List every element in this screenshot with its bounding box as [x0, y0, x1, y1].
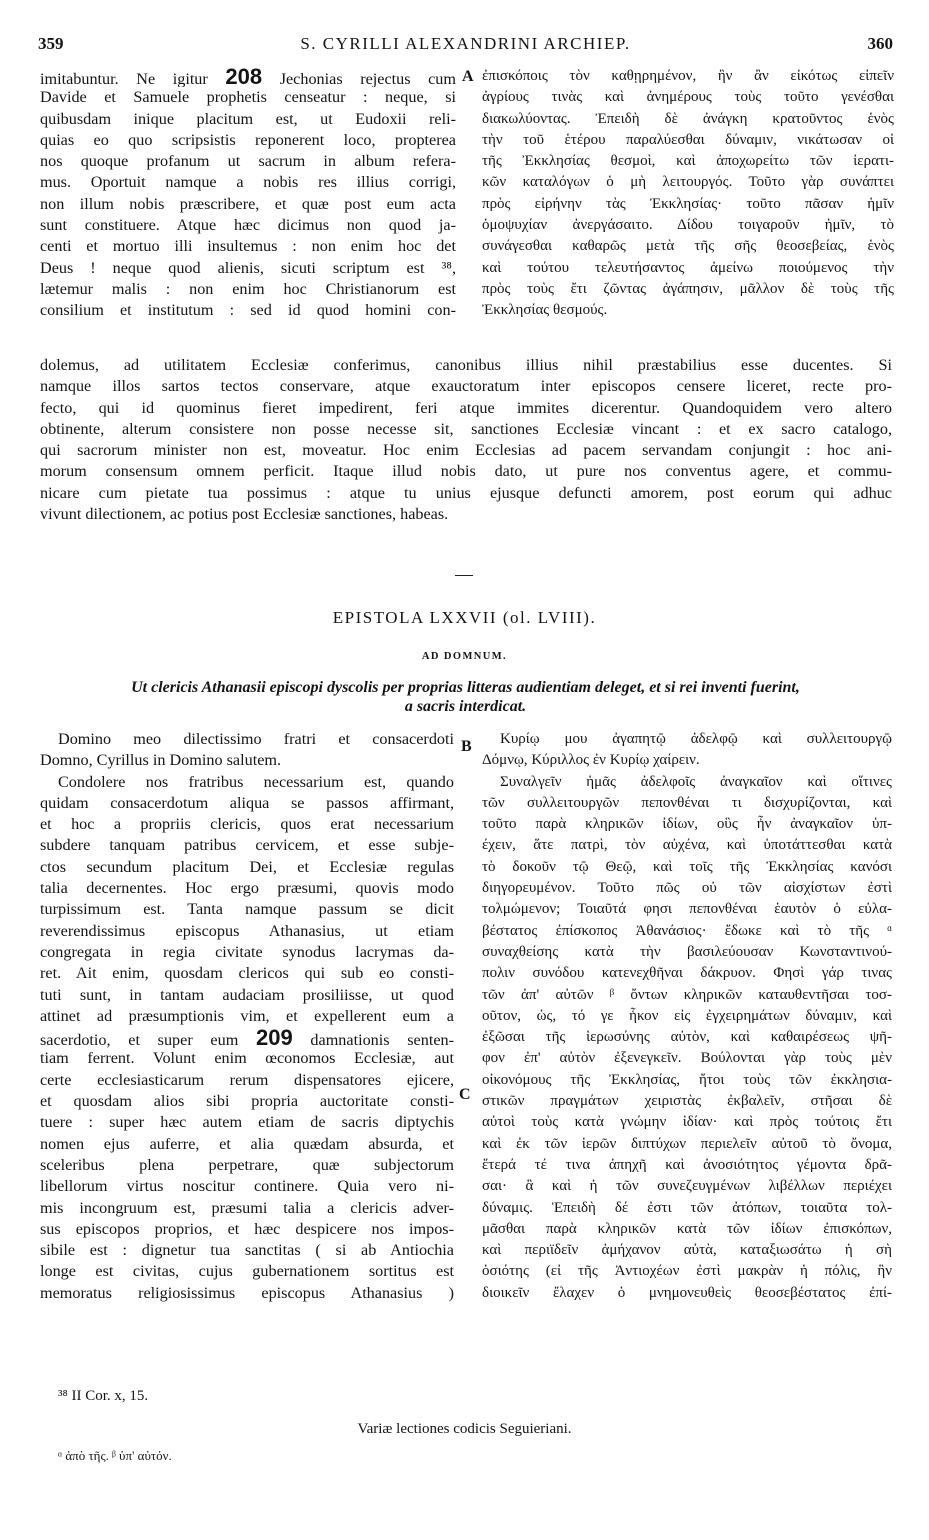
latin-line: congregata in regia civitate synodus lacrymas da-: [40, 942, 454, 961]
latin-line: Deus ! neque quod alienis, sicuti scriptum est ³⁸,: [40, 258, 456, 277]
greek-line: Κυρίῳ μου ἀγαπητῷ ἀδελφῷ καὶ συλλειτουργῷ: [500, 731, 892, 747]
latin-line: non illum nobis præscribere, et quæ post eum acta: [40, 194, 456, 213]
latin-line: reverendissimus episcopus Athanasius, ut etiam: [40, 921, 454, 940]
latin-line: tiam ferrent. Volunt enim œconomos Ecclesiæ, aut: [40, 1049, 454, 1068]
full-line: dolemus, ad utilitatem Ecclesiæ conferimus, canonibus illius nihil præstabilius esse ducentes. Si: [40, 356, 892, 374]
latin-line: Domno, Cyrillus in Domino salutem.: [40, 751, 282, 770]
section-divider: [455, 575, 473, 576]
full-line: qui sacrorum minister non est, moveatur. Hoc enim Ecclesias ad pacem servandam conjungit : hoc ani-: [40, 441, 892, 460]
latin-line: sibile est : dignetur tua sanctitas ( si ab Antiochia: [40, 1241, 454, 1260]
greek-line: στικῶν πραγμάτων χειριστὰς ἐκβαλεῖν, στῆσαι δὲ: [482, 1093, 892, 1110]
full-line: obtinente, alterum consistere non posse necesse sit, sanctiones Ecclesiæ vincant : et ex sacro catalogo,: [40, 419, 892, 438]
greek-line: μᾶσθαι παρὰ κληρικῶν κατὰ τῶν ἰδίων ἐπισκόπων,: [482, 1220, 892, 1237]
latin-line: sus episcopos proprios, et hæc despicere nos impos-: [40, 1219, 454, 1238]
latin-line: talia decernentes. Hoc ergo præsumi, quovis modo: [40, 879, 454, 898]
greek-line: τῆς Ἐκκλησίας θεσμοὶ, καὶ ἀποχωρείτω τῶν ἱερατι-: [482, 153, 894, 170]
latin-line: Domino meo dilectissimo fratri et consacerdoti: [58, 730, 454, 748]
latin-line: consilium et institutum : sed id quod homini con-: [40, 301, 456, 320]
top-greek-column: [482, 66, 894, 322]
greek-line: διακωλύοντας. Ἐπειδὴ δὲ ἀνάγκη κρατοῦντος ἑνὸς: [482, 110, 894, 127]
greek-line: ἐξῶσαι τῆς ἱερωσύνης αὐτὸν, καὶ καθαιρέσεως ψῆ-: [482, 1029, 892, 1046]
greek-line: τοῦτο παρὰ κληρικῶν ἰδίων, οὓς ἦν ἀναγκαῖον ὑπ-: [482, 816, 892, 833]
bottom-latin-column: [40, 729, 454, 1304]
latin-line: lætemur malis : non enim hoc Christianorum est: [40, 279, 456, 298]
greek-line: τὴν τοῦ ἑτέρου παραλύεσθαι δύναμιν, νικάτωσαν οἱ: [482, 131, 894, 148]
greek-line: καὶ τούτου τελευτήσαντος ἀμείνω ποιούμενος τὴν: [482, 259, 894, 276]
greek-line: τῶν συλλειτουργῶν πεπονθέναι τι δισχυρίζονται, καὶ: [482, 794, 892, 811]
latin-line: tuere : super hæc autem etiam de sacris diptychis: [40, 1113, 454, 1132]
footnote: ³⁸ II Cor. x, 15.: [58, 1388, 149, 1404]
latin-line: mus. Oportuit namque a nobis res illius corrigi,: [40, 173, 456, 192]
running-title: S. CYRILLI ALEXANDRINI ARCHIEP.: [300, 34, 631, 53]
epistle-addressee: AD DOMNUM.: [421, 651, 508, 662]
greek-line: βέστατος ἐπίσκοπος Ἀθανάσιος· ἔδωκε καὶ τὸ τῆς ᵅ: [482, 922, 892, 939]
greek-line: οῦτον, ὡς, τό γε ἧκον εἰς ἐγχειρημάτων δύναμιν, καὶ: [482, 1007, 892, 1024]
latin-line: longe est civitas, cujus gubernationem sortitus est: [40, 1262, 454, 1281]
greek-line: ἀγρίους τινὰς καὶ ἀνημέρους τοὺς τοῦτο γενέσθαι: [482, 89, 894, 106]
full-line: morum consensum omnem perficit. Itaque illud nobis dato, ut pure nos conventus agere, et commu-: [40, 462, 892, 481]
latin-line: Condolere nos fratribus necessarium est, quando: [58, 772, 454, 791]
latin-line: et hoc a propriis clericis, quos erat necessarium: [40, 815, 454, 834]
epistle-summary-line-1: Ut clericis Athanasii episcopi dyscolis per proprias litteras audientiam deleget, et si rei inventi fuerint,: [131, 679, 800, 696]
latin-line: subdere tanquam patribus cervicem, et esse subje-: [40, 836, 454, 855]
latin-line: nomen ejus auferre, et alia quædam absurda, et: [40, 1134, 454, 1153]
latin-line: Davide et Samuele prophetis censeatur : neque, si: [40, 88, 456, 107]
running-header: [38, 34, 893, 60]
greek-line: έχειν, ἅτε πατρὶ, τὸν αὐχένα, καὶ ὑποτάττεσθαι κατὰ: [482, 837, 892, 854]
greek-line: κῶν καταλόγων ὁ μὴ λειτουργός. Τοῦτο γὰρ συνάπτει: [482, 174, 894, 191]
epistle-title: EPISTOLA LXXVII (ol. LVIII).: [332, 608, 597, 627]
greek-line: Δόμνῳ, Κύριλλος ἐν Κυρίῳ χαίρειν.: [482, 752, 700, 769]
variae-lectiones-title: Variæ lectiones codicis Seguieriani.: [357, 1421, 572, 1437]
latin-line: memoratus religiosissimus episcopus Athanasius ): [40, 1283, 454, 1302]
margin-number-208: 208: [225, 66, 263, 88]
greek-line: ὁμοψυχίαν ἀνεργάσαιτο. Δίδου τοιγαροῦν ἡμῖν, τὸ: [482, 217, 894, 234]
top-latin-column: [40, 66, 456, 322]
latin-line: turpissimum est. Tanta namque passum se dicit: [40, 900, 454, 919]
latin-line: sacerdotio, et super eum 209 damnationis senten-: [40, 1027, 454, 1049]
latin-line: et quosdam alios sibi propria auctoritate consti-: [40, 1092, 454, 1111]
page-number-left: 359: [38, 34, 64, 53]
latin-line: quidam consacerdotum aliqua se passos affirmant,: [40, 793, 454, 812]
greek-line: τολμώμενον; Τοιαῦτά φησι πεπονθέναι ἑαυτὸν ὁ εὐλα-: [482, 901, 892, 918]
greek-line: συναχθείσης κατὰ τὴν βασιλεύουσαν Κωνσταντινού-: [482, 943, 892, 960]
greek-line: ὁσιότης (εἰ τῆς Ἀντιοχέων ἐστὶ μακρὰν ἡ πόλις, ἣν: [482, 1263, 892, 1280]
greek-line: πρὸς εἰρήνην τὰς Ἐκκλησίας· τοῦτο πᾶσαν ἡμῖν: [482, 195, 894, 212]
greek-line: συνάγεσθαι καθαρῶς μετὰ τῆς σῆς θεοσεβείας, ἑνὸς: [482, 238, 894, 255]
latin-line: nos quoque profanum ut sacrum in album refera-: [40, 152, 456, 171]
greek-line: οἰκονόμους τῆς Ἐκκλησίας, ἤτοι τοὺς τῶν ἐκκλησια-: [482, 1071, 892, 1088]
latin-line: certe ecclesiasticarum rerum dispensatores ejicere,: [40, 1070, 454, 1089]
greek-line: τὸ δοκοῦν τῷ Θεῷ, καὶ τοῖς τῆς Ἐκκλησίας κανόσι: [482, 858, 892, 875]
margin-letter-b: B: [461, 738, 472, 755]
latin-line: sceleribus plena perpetrare, quæ subjectorum: [40, 1155, 454, 1174]
variae-lectiones-line: ᵅ ἀπὸ τῆς. ᵝ ὑπ' αὐτόν.: [58, 1448, 172, 1463]
greek-line: αὐτοὶ τοὺς κατὰ γνώμην ἰδίαν· καὶ πρὸς τούτοις ἔτι: [482, 1114, 892, 1131]
greek-line: διοικεῖν ἔλαχεν ὁ μνημονευθεὶς θεοσεβέστατος ἐπί-: [482, 1284, 892, 1301]
latin-line: libellorum virtus noscitur continere. Quia vero ni-: [40, 1177, 454, 1196]
full-line: vivunt dilectionem, ac potius post Ecclesiæ sanctiones, habeas.: [40, 505, 449, 524]
latin-line: quibusdam inique placitum est, ut Eudoxii reli-: [40, 109, 456, 128]
latin-line: imitabuntur. Ne igitur 208 Jechonias rejectus cum: [40, 66, 456, 88]
bottom-greek-column: [482, 729, 892, 1304]
margin-letter-c: C: [459, 1086, 471, 1103]
greek-line: φον ἐπ' αὐτὸν ἐξενεγκεῖν. Βούλονται γὰρ τοὺς μὲν: [482, 1050, 892, 1067]
greek-line: καὶ περιϊδεῖν ἀμήχανον αὐτὰ, καταξιωσάτω ἡ σὴ: [482, 1242, 892, 1259]
greek-line: καὶ ἐκ τῶν ἱερῶν διπτύχων περιελεῖν αὐτοῦ τὸ ὄνομα,: [482, 1135, 892, 1152]
latin-line: quias eo quo scripsistis reponerent loco, propterea: [40, 130, 456, 149]
page-number-right: 360: [867, 34, 893, 53]
greek-line: πολιν συνόδου κατενεχθῆναι δάκρυον. Φησὶ γάρ τινας: [482, 965, 892, 982]
greek-line: ἕτερά τέ τινα ἀπηχῆ καὶ ἀνοσιότητος γέμοντα δρᾶ-: [482, 1156, 892, 1173]
greek-line: διηγορευμένον. Τοῦτο πῶς οὐ τῶν αἰσχίστων ἐστὶ: [482, 880, 892, 897]
greek-line: Συναλγεῖν ἡμᾶς ἀδελφοῖς ἀναγκαῖον καὶ οἵτινες: [500, 773, 892, 790]
epistle-summary-line-2: a sacris interdicat.: [404, 698, 527, 715]
greek-line: πρὸς τοὺς ἔτι ζῶντας ἀγάπησιν, μᾶλλον δὲ τοὺς τῆς: [482, 280, 894, 297]
greek-line: τῶν ἀπ' αὐτῶν ᵝ ὄντων κληρικῶν καταυθεντῆσαι τοσ-: [482, 986, 892, 1003]
latin-line: sunt constituere. Atque hæc dicimus non quod ja-: [40, 216, 456, 235]
greek-line: δύναμις. Ἐπειδὴ δέ ἐστι τῶν ἀτόπων, τοιαῦτα τολ-: [482, 1199, 892, 1216]
greek-line: σαι· ἃ καὶ ἡ τῶν συνεζευγμένων λιβέλλων περιέχει: [482, 1178, 892, 1195]
latin-full-width-block: [40, 355, 892, 525]
latin-line: attinet ad præsumptionis vim, et expellerent eum a: [40, 1006, 454, 1025]
margin-letter-a: A: [462, 68, 474, 85]
latin-line: centi et mortuo illi insultemus : non enim hoc det: [40, 237, 456, 256]
latin-line: tuti sunt, in tantam audaciam prosiliisse, ut quod: [40, 985, 454, 1004]
full-line: fecto, qui id quominus fieret impedirent, feri atque immites dicerentur. Quandoquidem vero altero: [40, 398, 892, 417]
latin-line: ret. Ait enim, quosdam clericos qui sub eo consti-: [40, 964, 454, 983]
greek-line: Ἐκκλησίας θεσμούς.: [482, 302, 608, 319]
latin-line: ctos secundum placitum Dei, et Ecclesiæ regulas: [40, 857, 454, 876]
margin-number-209: 209: [256, 1027, 293, 1049]
latin-line: mis incongruum est, præsumi talia a clericis adver-: [40, 1198, 454, 1217]
full-line: namque illos sartos tectos conservare, atque exauctoratum inter episcopos censere liceret, recte pro-: [40, 377, 892, 396]
greek-line: ἐπισκόποις τὸν καθῃρημένον, ἣν ἂν εἰκότως εἰπεῖν: [482, 68, 894, 84]
full-line: nicare cum pietate tua possimus : atque tu unius ejusque defuncti amorem, post eorum qui adhuc: [40, 483, 892, 502]
